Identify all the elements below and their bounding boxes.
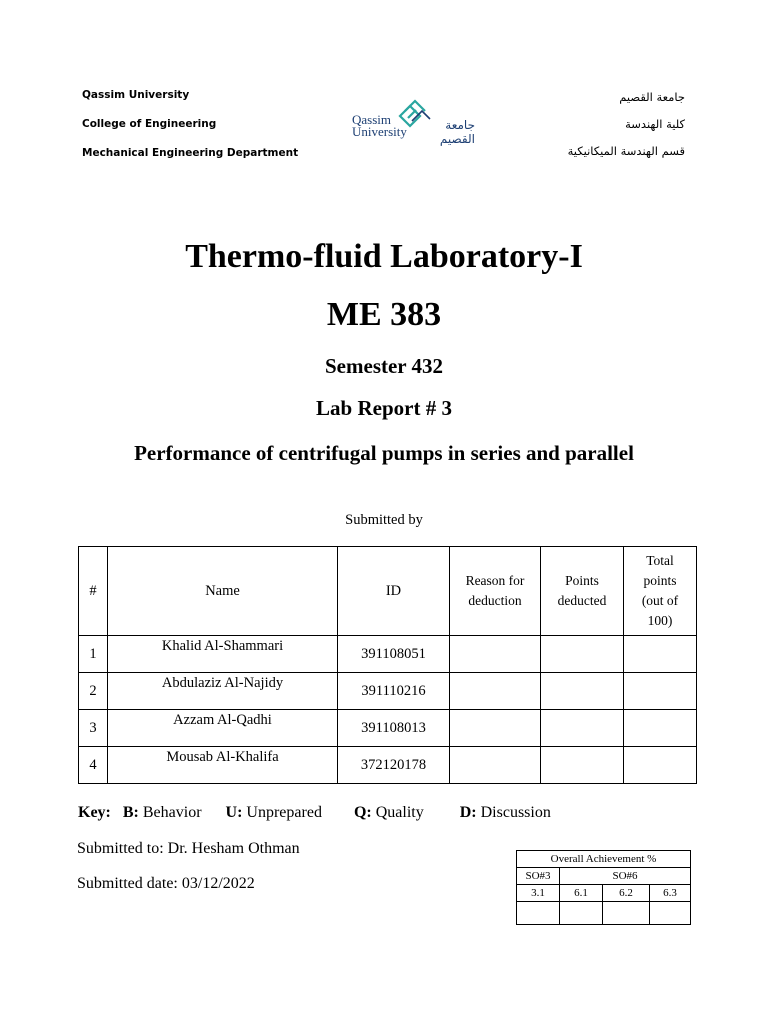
value-6-2 <box>603 902 650 925</box>
report-topic: Performance of centrifugal pumps in series and parallel <box>134 441 634 465</box>
achievement-so-row <box>517 868 691 885</box>
qassim-university-logo <box>350 96 475 148</box>
row-number: 2 <box>79 673 108 710</box>
table-row <box>79 710 697 747</box>
achievement-title-row <box>517 851 691 868</box>
key-text-behavior: Behavior <box>142 804 202 821</box>
header-left <box>82 86 298 173</box>
lab-title: Thermo-fluid Laboratory-I <box>185 238 583 275</box>
reason-cell <box>450 673 541 710</box>
logo-text-arabic: جامعة القصيم <box>439 118 475 146</box>
points-cell <box>541 636 624 673</box>
student-id: 391108051 <box>338 636 450 673</box>
total-cell <box>624 673 697 710</box>
achievement-title: Overall Achievement % <box>517 851 691 868</box>
header-name: Name <box>108 547 338 636</box>
key-code-u: U: <box>225 804 243 821</box>
achievement-values-row <box>517 902 691 925</box>
col-3-1: 3.1 <box>517 885 560 902</box>
row-number: 1 <box>79 636 108 673</box>
student-id: 372120178 <box>338 747 450 784</box>
points-cell <box>541 673 624 710</box>
report-number: Lab Report # 3 <box>316 396 452 420</box>
table-header-row <box>79 547 697 636</box>
student-name: Mousab Al-Khalifa <box>108 747 338 784</box>
student-id: 391108013 <box>338 710 450 747</box>
total-cell <box>624 747 697 784</box>
logo-text-english: Qassim University <box>352 112 407 139</box>
table-row <box>79 636 697 673</box>
course-code: ME 383 <box>326 296 442 333</box>
reason-cell <box>450 710 541 747</box>
so3-header: SO#3 <box>517 868 560 885</box>
header-right <box>568 88 685 169</box>
total-cell <box>624 710 697 747</box>
college-name: College of Engineering <box>82 118 217 130</box>
submitted-to: Submitted to: Dr. Hesham Othman <box>77 840 300 857</box>
key-code-b: B: <box>122 804 139 821</box>
students-table <box>78 546 697 784</box>
header-total: Total points (out of 100) <box>624 547 697 636</box>
so6-header: SO#6 <box>560 868 691 885</box>
department-name-arabic: قسم الهندسة الميكانيكية <box>567 144 685 158</box>
value-3-1 <box>517 902 560 925</box>
table-row <box>79 673 697 710</box>
student-name: Khalid Al-Shammari <box>108 636 338 673</box>
row-number: 4 <box>79 747 108 784</box>
key-label: Key: <box>78 804 111 821</box>
key-text-quality: Quality <box>375 804 424 821</box>
submitted-by-label: Submitted by <box>345 512 423 528</box>
header-number: # <box>79 547 108 636</box>
semester: Semester 432 <box>325 354 443 378</box>
points-cell <box>541 710 624 747</box>
key-text-discussion: Discussion <box>480 804 551 821</box>
key-legend <box>78 804 551 822</box>
university-name-arabic: جامعة القصيم <box>619 90 685 104</box>
student-name: Azzam Al-Qadhi <box>108 710 338 747</box>
key-text-unprepared: Unprepared <box>246 804 322 821</box>
reason-cell <box>450 636 541 673</box>
table-row <box>79 747 697 784</box>
header-id: ID <box>338 547 450 636</box>
row-number: 3 <box>79 710 108 747</box>
value-6-3 <box>650 902 691 925</box>
student-name: Abdulaziz Al-Najidy <box>108 673 338 710</box>
department-name: Mechanical Engineering Department <box>82 147 299 159</box>
col-6-1: 6.1 <box>560 885 603 902</box>
value-6-1 <box>560 902 603 925</box>
reason-cell <box>450 747 541 784</box>
student-id: 391110216 <box>338 673 450 710</box>
key-code-d: D: <box>459 804 477 821</box>
submitted-date: Submitted date: 03/12/2022 <box>77 875 255 892</box>
university-name: Qassim University <box>82 89 190 101</box>
points-cell <box>541 747 624 784</box>
achievement-table <box>516 850 691 925</box>
header-reason: Reason for deduction <box>450 547 541 636</box>
col-6-3: 6.3 <box>650 885 691 902</box>
total-cell <box>624 636 697 673</box>
college-name-arabic: كلية الهندسة <box>625 117 685 131</box>
header-points: Points deducted <box>541 547 624 636</box>
col-6-2: 6.2 <box>603 885 650 902</box>
achievement-cols-row <box>517 885 691 902</box>
key-code-q: Q: <box>353 804 372 821</box>
